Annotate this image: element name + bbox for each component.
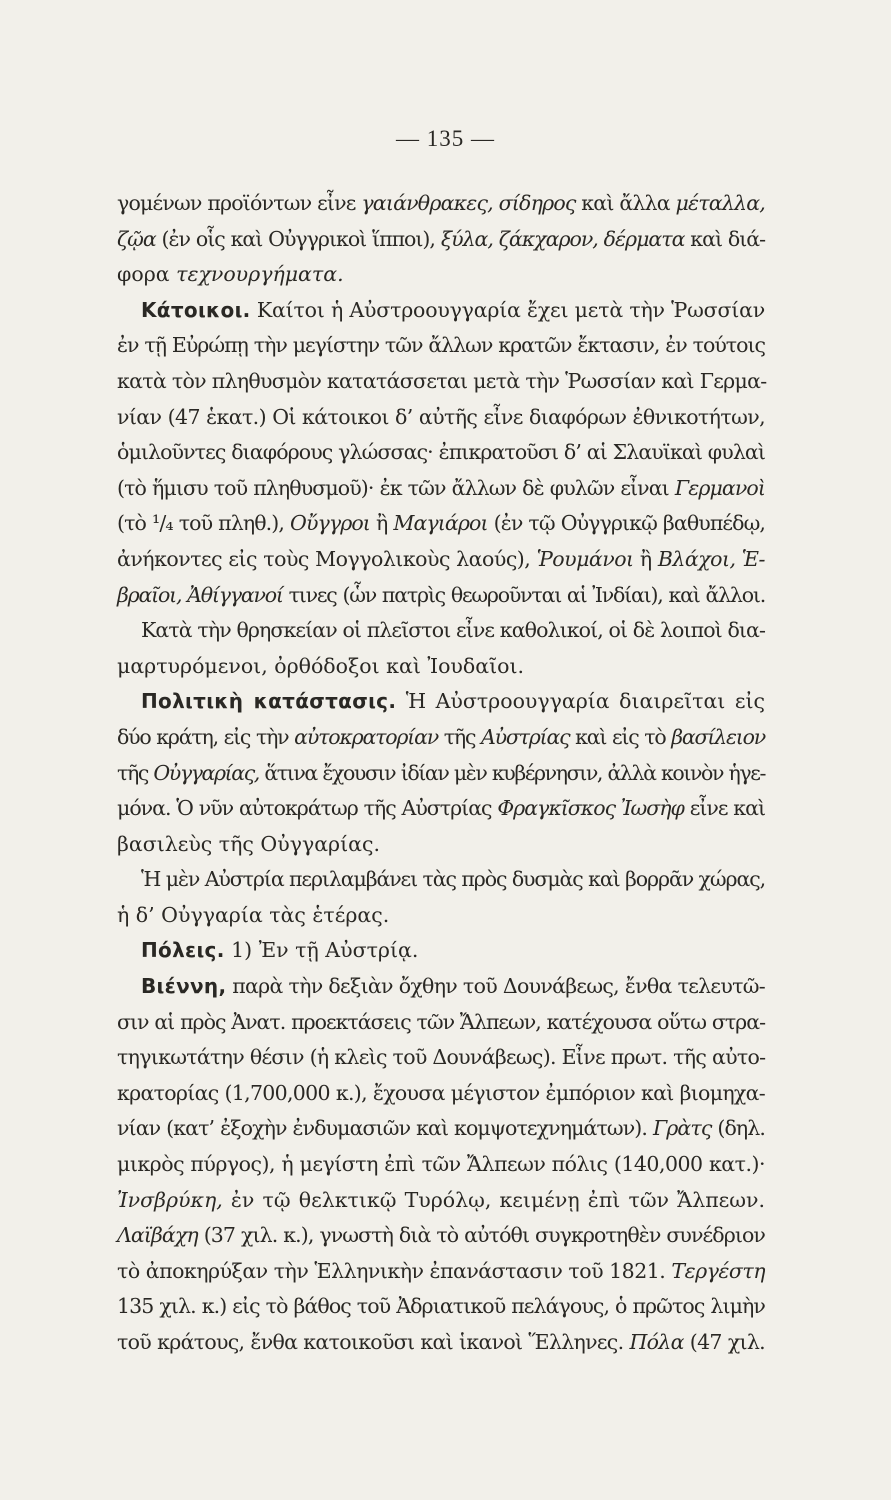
text-run: τῆς — [437, 724, 481, 749]
italic-term: μέταλλα, — [675, 191, 765, 215]
text-line — [117, 1254, 765, 1290]
text-run: 1) Ἐν τῇ Αὐστρίᾳ. — [224, 938, 419, 963]
text-run: (ἐν οἷς καὶ Οὐγγρικοὶ ἵπποι), — [155, 226, 441, 251]
italic-term: γαιάνθρακες, σίδηρος — [361, 191, 576, 215]
text-line — [117, 1147, 765, 1183]
text-line — [117, 364, 765, 400]
text-run: (37 χιλ. κ.), γνωστὴ διὰ τὸ αὐτόθι συγκροτηθὲν συνέδριον — [197, 1223, 765, 1248]
text-line — [117, 400, 765, 436]
text-run: νίαν (47 ἑκατ.) Οἱ κάτοικοι δ’ αὐτῆς εἶνε διαφόρων ἐθνικοτήτων, — [117, 404, 765, 429]
italic-term: βραῖοι, Ἀθίγγανοί — [117, 582, 283, 607]
text-line — [117, 1076, 765, 1112]
text-run: ἡ δ’ Οὐγγαρία τὰς ἑτέρας. — [117, 902, 390, 927]
italic-term: Λαϊβάχη — [117, 1223, 198, 1248]
text-run: καὶ εἰς τὸ — [569, 724, 672, 749]
text-run: φορα — [117, 262, 177, 287]
text-line — [117, 898, 765, 934]
italic-term: Οὔγγροι — [290, 511, 370, 536]
italic-term: ξύλα, ζάκχαρον, δέρματα — [440, 226, 685, 251]
text-run: τηγικωτάτην θέσιν (ἡ κλεὶς τοῦ Δουνάβεως). Εἶνε πρωτ. τῆς αὐτο- — [117, 1045, 766, 1070]
text-run: τινες (ὧν πατρὶς θεωροῦνται αἱ Ἰνδίαι), καὶ ἄλλοι. — [282, 582, 766, 607]
text-line — [117, 933, 765, 969]
italic-term: Ῥουμάνοι — [536, 546, 634, 571]
text-run: εἶνε καὶ — [683, 796, 765, 821]
text-run: γομένων προϊόντων εἶνε — [117, 191, 362, 215]
italic-term: Βλάχοι, Ἑ- — [657, 546, 765, 571]
italic-term: Πόλα — [629, 1330, 684, 1354]
text-run: καὶ ἄλλα — [575, 191, 676, 215]
text-line — [117, 293, 765, 329]
text-line — [117, 862, 765, 898]
text-run: νίαν (κατ’ ἐξοχὴν ἐνδυμασιῶν καὶ κομψοτεχνημάτων). — [117, 1116, 653, 1141]
text-line — [117, 257, 765, 293]
text-run: ἅτινα ἔχουσιν ἰδίαν μὲν κυβέρνησιν, ἀλλὰ κοινὸν ἡγε- — [258, 760, 765, 785]
text-run: Ἡ μὲν Αὐστρία περιλαμβάνει τὰς πρὸς δυσμὰς καὶ βορρᾶν χώρας, — [141, 867, 765, 892]
text-line — [117, 684, 765, 720]
text-line — [117, 791, 765, 827]
text-line — [117, 649, 765, 685]
text-line — [117, 578, 765, 614]
text-line — [117, 186, 765, 222]
text-run: Καίτοι ἡ Αὐστροουγγαρία ἔχει μετὰ τὴν Ῥωσσίαν — [250, 297, 765, 322]
italic-term: Γερμανοὶ — [674, 475, 765, 500]
text-line — [117, 1005, 765, 1041]
italic-term: Ἰνσβρύκη, — [117, 1187, 223, 1212]
text-run: ἢ — [633, 546, 658, 571]
italic-term: Μαγιάροι — [393, 511, 488, 536]
italic-term: βασίλειον — [671, 724, 766, 749]
text-run: δύο κράτη, εἰς τὴν — [117, 724, 295, 749]
text-run: (δηλ. — [711, 1116, 765, 1141]
text-line — [117, 1325, 765, 1361]
text-line — [117, 969, 765, 1005]
text-run: (47 χιλ. — [683, 1330, 765, 1354]
text-run: Κατὰ τὴν θρησκείαν οἱ πλεῖστοι εἶνε καθολικοί, οἱ δὲ λοιποὶ δια- — [141, 618, 765, 643]
text-run: ὁμιλοῦντες διαφόρους γλώσσας· ἐπικρατοῦσι δ’ αἱ Σλαυϊκαὶ φυλαὶ — [117, 440, 765, 465]
text-run: καὶ διά- — [684, 226, 766, 251]
page-number: — 135 — — [396, 126, 495, 151]
text-run: παρὰ τὴν δεξιὰν ὄχθην τοῦ Δουνάβεως, ἔνθα τελευτῶ- — [226, 974, 765, 999]
italic-term: τεχνουργήματα. — [176, 262, 344, 287]
italic-term: αὐτοκρατορίαν — [294, 724, 438, 749]
text-line — [117, 1040, 765, 1076]
text-line — [117, 542, 765, 578]
italic-term: ζῷα — [117, 226, 156, 251]
text-run: μικρὸς πύργος), ἡ μεγίστη ἐπὶ τῶν Ἄλπεων πόλις (140,000 κατ.)· — [117, 1152, 765, 1177]
text-line — [117, 1111, 765, 1147]
text-line — [117, 328, 765, 364]
text-line — [117, 1218, 765, 1254]
section-heading: Πολιτικὴ κατάστασις. — [141, 689, 397, 714]
section-heading: Κάτοικοι. — [141, 297, 251, 322]
text-line — [117, 435, 765, 471]
text-line — [117, 756, 765, 792]
text-run: μόνα. Ὁ νῦν αὐτοκράτωρ τῆς Αὐστρίας — [117, 796, 498, 821]
text-run: σιν αἱ πρὸς Ἀνατ. προεκτάσεις τῶν Ἄλπεων, κατέχουσα οὕτω στρα- — [117, 1009, 765, 1034]
text-run: κατὰ τὸν πληθυσμὸν κατατάσσεται μετὰ τὴν Ῥωσσίαν καὶ Γερμα- — [117, 368, 767, 393]
text-run: βασιλεὺς τῆς Οὐγγαρίας. — [117, 831, 380, 856]
body-text — [117, 186, 765, 1361]
text-line — [117, 720, 765, 756]
text-run: (ἐν τῷ Οὐγγρικῷ βαθυπέδῳ, — [487, 511, 765, 536]
text-run: κρατορίας (1,700,000 κ.), ἔχουσα μέγιστον ἐμπόριον καὶ βιομηχα- — [117, 1080, 765, 1105]
text-run: τὸ ἀποκηρύξαν τὴν Ἑλληνικὴν ἐπανάστασιν τοῦ 1821. — [117, 1258, 672, 1283]
text-line — [117, 506, 765, 542]
text-run: ἐν τῇ Εὐρώπῃ τὴν μεγίστην τῶν ἄλλων κρατῶν ἔκτασιν, ἐν τούτοις — [117, 333, 765, 358]
italic-term: Γρὰτς — [652, 1116, 712, 1141]
section-heading: Πόλεις. — [141, 938, 225, 963]
text-run: μαρτυρόμενοι, ὀρθόδοξοι καὶ Ἰουδαῖοι. — [117, 653, 524, 678]
italic-term: Οὐγγαρίας, — [153, 760, 259, 785]
text-line — [117, 613, 765, 649]
text-line — [117, 1183, 765, 1219]
text-line — [117, 1289, 765, 1325]
text-run: Ἡ Αὐστροουγγαρία διαιρεῖται εἰς — [396, 689, 765, 714]
section-heading: Βιέννη, — [141, 974, 227, 999]
text-run: ἐν τῷ θελκτικῷ Τυρόλῳ, κειμένῃ ἐπὶ τῶν Ἄλπεων. — [222, 1187, 765, 1212]
text-run: τῆς — [117, 760, 154, 785]
text-run: (τὸ ἥμισυ τοῦ πληθυσμοῦ)· ἐκ τῶν ἄλλων δὲ φυλῶν εἶναι — [117, 475, 675, 500]
text-run: (τὸ ¹/₄ τοῦ πληθ.), — [117, 511, 291, 536]
italic-term: Τεργέστη — [671, 1258, 765, 1283]
text-line — [117, 222, 765, 258]
italic-term: Φραγκῖσκος Ἰωσὴφ — [497, 796, 684, 821]
text-run: 135 χιλ. κ.) εἰς τὸ βάθος τοῦ Ἀδριατικοῦ πελάγους, ὁ πρῶτος λιμὴν — [117, 1294, 765, 1319]
text-run: ἀνήκοντες εἰς τοὺς Μογγολικοὺς λαούς), — [117, 546, 537, 571]
italic-term: Αὐστρίας — [480, 724, 570, 749]
text-run: ἢ — [369, 511, 394, 536]
text-line — [117, 827, 765, 863]
text-run: τοῦ κράτους, ἔνθα κατοικοῦσι καὶ ἱκανοὶ Ἕλληνες. — [117, 1330, 630, 1354]
text-line — [117, 471, 765, 507]
